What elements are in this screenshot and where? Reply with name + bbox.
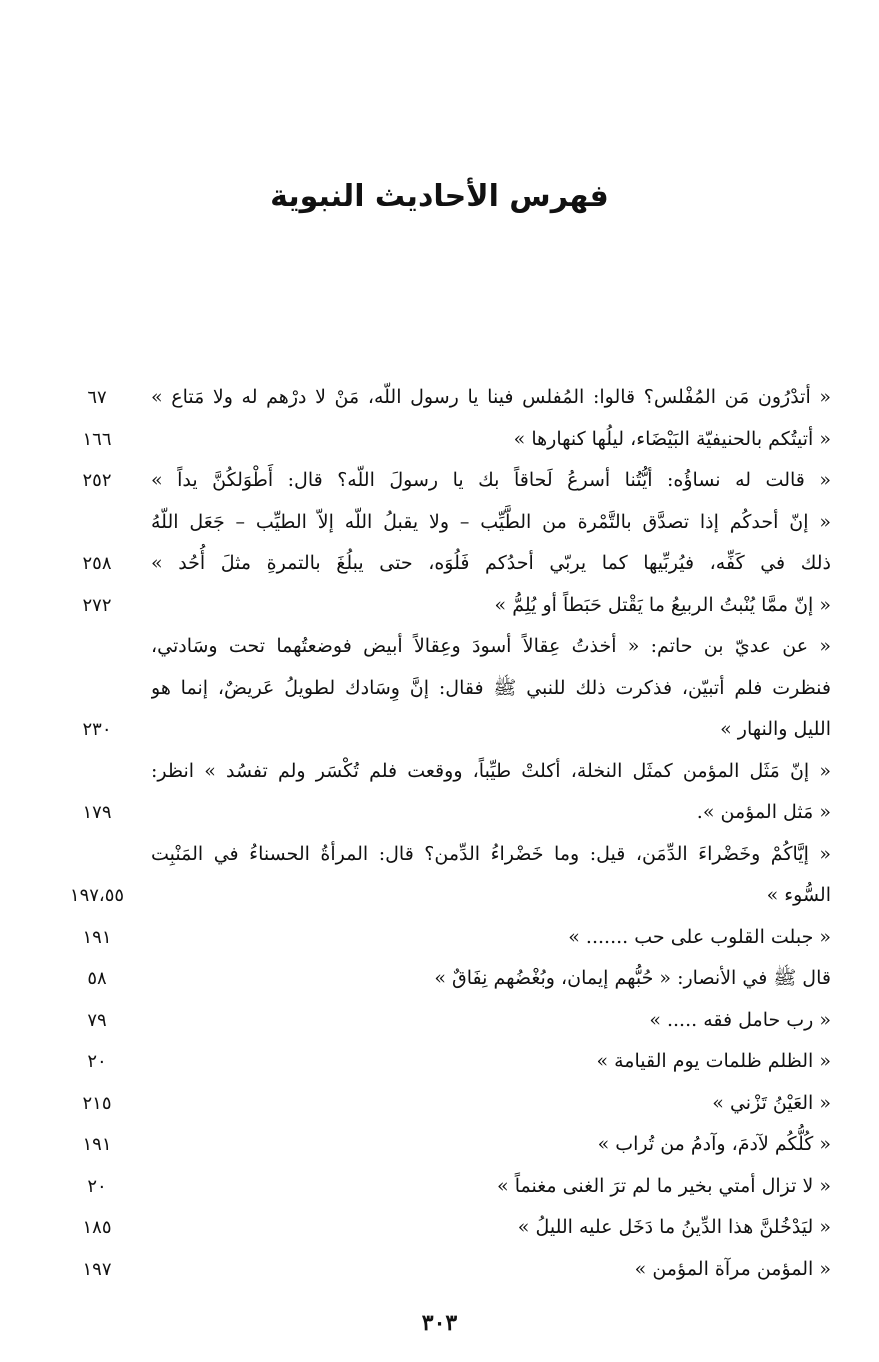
page-reference: ٢٥٨ [82, 553, 112, 574]
page-reference: ٢٥٢ [82, 470, 112, 491]
hadith-text: قال ﷺ في الأنصار: « حُبُّهم إيمان، وبُغْضُهم نِفَاقٌ » [434, 967, 831, 989]
index-entry-line [41, 709, 831, 751]
index-entry-line [41, 958, 831, 1000]
index-entry-line [41, 792, 831, 834]
index-entry-line [41, 1083, 831, 1125]
index-entry-line [41, 626, 831, 668]
page-reference: ٢٠ [87, 1051, 107, 1072]
hadith-text: « مَثل المؤمن ». [696, 801, 831, 823]
hadith-text: السُّوء » [766, 884, 831, 906]
index-entry-line [41, 419, 831, 461]
page-reference: ٢١٥ [82, 1092, 112, 1114]
index-entry-line [41, 1249, 831, 1291]
index-entry-line [41, 1000, 831, 1042]
index-entry-line [41, 668, 831, 710]
index-entry-line [41, 875, 831, 917]
hadith-text: « أتدْرُون مَن المُفْلس؟ قالوا: المُفلس فينا يا رسول اللّه، مَنْ لا درْهم له ولا مَتاع » [151, 386, 831, 408]
hadith-text: « عن عديّ بن حاتم: « أخذتُ عِقالاً أسودَ وعِقالاً أبيض فوضعتُهما تحت وسَادتي، [151, 635, 831, 657]
page-reference: ١٩٧ [82, 1258, 112, 1280]
hadith-index-list [41, 377, 831, 1290]
page-reference: ٦٧ [87, 387, 107, 408]
index-entry-line [41, 1041, 831, 1083]
page-reference: ٢٣٠ [82, 719, 112, 740]
hadith-text: الليل والنهار » [720, 718, 831, 740]
hadith-text: ذلك في كَفِّه، فيُربِّيها كما يربّي أحدُكم فَلُوَه، حتى يبلُغَ بالتمرةِ مثلَ أُحُد » [151, 552, 831, 574]
hadith-text: « ليَدْخُلنَّ هذا الدِّينُ ما دَخَل عليه الليلُ » [517, 1216, 831, 1238]
page-reference: ١٦٦ [82, 428, 112, 450]
hadith-text: « لا تزال أمتي بخير ما لم ترَ الغنى مغنماً » [497, 1174, 831, 1197]
page-reference: ١٨٥ [82, 1217, 112, 1238]
hadith-text: « قالت له نساؤُه: أيُّتُنا أسرعُ لَحاقاً بك يا رسولَ اللّه؟ قال: أَطْوَلكُنَّ يداً » [151, 469, 831, 491]
index-entry-line [41, 543, 831, 585]
hadith-text: « إنّ مَثَل المؤمن كمثَل النخلة، أكلتْ طيِّباً، ووقعت فلم تُكْسَر ولم تفسُد » انظر: [151, 759, 831, 782]
index-entry-line [41, 834, 831, 876]
index-entry-line [41, 1124, 831, 1166]
index-entry-line [41, 751, 831, 793]
hadith-text: « المؤمن مرآة المؤمن » [634, 1257, 831, 1280]
page-reference: ٧٩ [87, 1009, 107, 1031]
index-entry-line [41, 502, 831, 544]
page-reference: ١٧٩ [82, 802, 112, 823]
hadith-text: « جبلت القلوب على حب ....... » [568, 925, 831, 948]
page-reference: ٥٨ [87, 968, 107, 989]
hadith-text: « إنّ أحدكُم إذا تصدَّق بالتَّمْرة من الطَّيِّب – ولا يقبلُ اللّه إلاّ الطيِّب – جَعَل اللّهُ [151, 510, 831, 533]
index-entry-line [41, 1207, 831, 1249]
index-entry-line [41, 460, 831, 502]
page-reference: ٢٧٢ [82, 594, 112, 616]
hadith-text: فنظرت فلم أتبيّن، فذكرت ذلك للنبي ﷺ فقال: إنَّ وِسَادك لطويلُ عَريضٌ، إنما هو [151, 676, 831, 699]
page-reference: ٢٠ [87, 1175, 107, 1197]
page-number: ٣٠٣ [421, 1310, 458, 1336]
hadith-text: « كُلُّكُم لآدمَ، وآدمُ من تُراب » [597, 1133, 831, 1155]
page-reference: ١٩٧،٥٥ [69, 885, 125, 906]
page-reference: ١٩١ [82, 1134, 112, 1155]
hadith-text: « إنّ ممَّا يُنْبتُ الربيعُ ما يَقْتل حَبَطاً أو يُلِمُّ » [494, 593, 831, 616]
index-entry-line [41, 1166, 831, 1208]
index-entry-line [41, 917, 831, 959]
index-entry-line [41, 377, 831, 419]
hadith-text: « رب حامل فقه ..... » [649, 1008, 831, 1031]
page-title: فهرس الأحاديث النبوية [270, 179, 609, 214]
page-reference: ١٩١ [82, 926, 112, 948]
index-entry-line [41, 585, 831, 627]
hadith-text: « أتيتُكم بالحنيفيّة البَيْضَاء، ليلُها كنهارها » [513, 427, 831, 450]
hadith-text: « إيَّاكُمْ وخَضْراءَ الدِّمَن، قيل: وما خَضْراءُ الدِّمن؟ قال: المرأةُ الحسناءُ في المَنْبِت [151, 842, 831, 865]
hadith-text: « الظلم ظلمات يوم القيامة » [596, 1050, 831, 1072]
hadith-text: « العَيْنُ تَزْني » [712, 1091, 831, 1114]
